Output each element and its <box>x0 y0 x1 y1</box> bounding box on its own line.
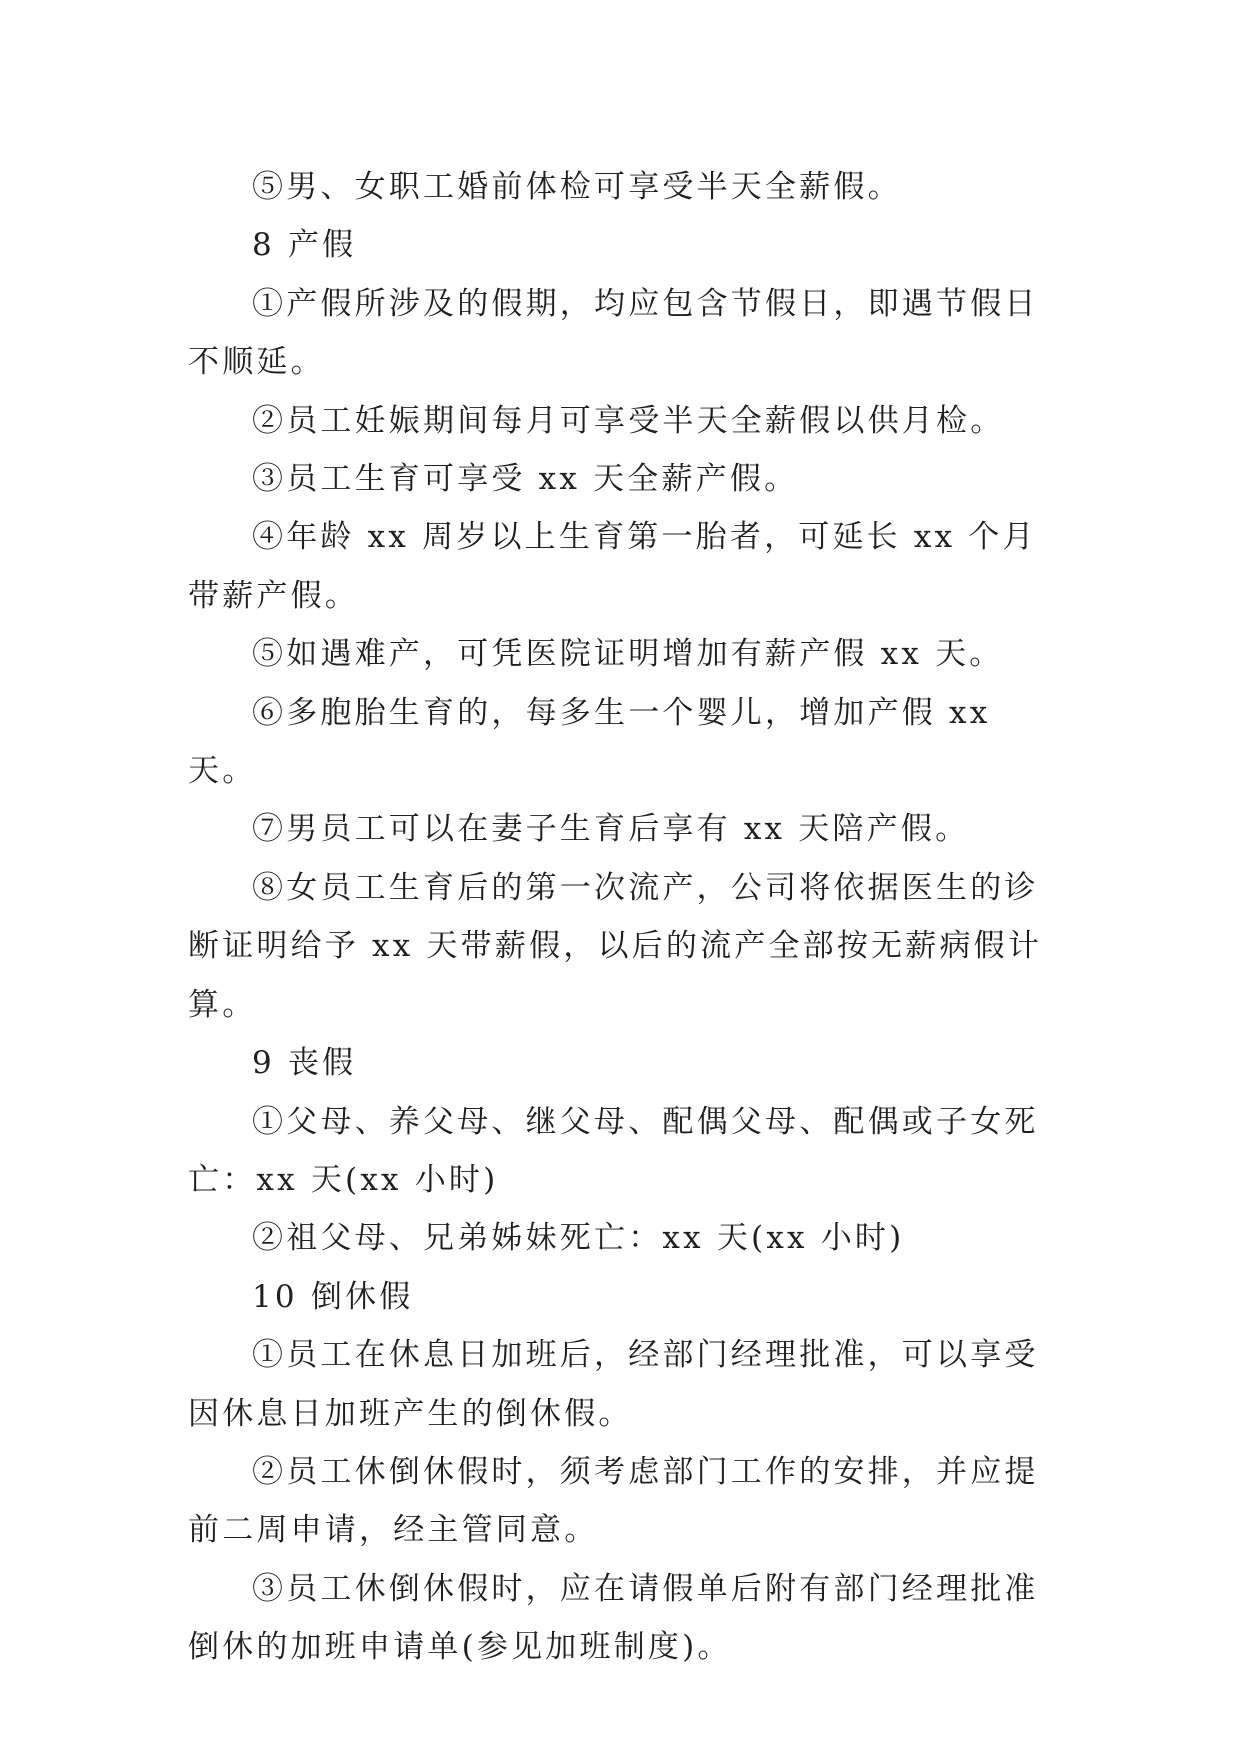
paragraph-bereavement-2: ②祖父母、兄弟姊妹死亡：xx 天(xx 小时) <box>252 1220 905 1257</box>
paragraph-maternity-1: ①产假所涉及的假期，均应包含节假日，即遇节假日不顺延。 <box>188 285 1039 381</box>
heading-bereavement-leave: 9 丧假 <box>252 1045 357 1082</box>
paragraph-bereavement-1: ①父母、养父母、继父母、配偶父母、配偶或子女死亡：xx 天(xx 小时) <box>188 1103 1039 1198</box>
paragraph-maternity-8: ⑧女员工生育后的第一次流产，公司将依据医生的诊断证明给予 xx 天带薪假，以后的流产全部按无薪病假计算。 <box>188 869 1043 1023</box>
paragraph-maternity-4: ④年龄 xx 周岁以上生育第一胎者，可延长 xx 个月带薪产假。 <box>188 519 1037 614</box>
paragraph-maternity-5: ⑤如遇难产，可凭医院证明增加有薪产假 xx 天。 <box>252 636 1004 673</box>
paragraph-maternity-3: ③员工生育可享受 xx 天全薪产假。 <box>252 461 799 498</box>
paragraph-compensatory-2: ②员工休倒休假时，须考虑部门工作的安排，并应提前二周申请，经主管同意。 <box>188 1453 1039 1549</box>
paragraph-premarital-checkup: ⑤男、女职工婚前体检可享受半天全薪假。 <box>252 169 902 205</box>
paragraph-compensatory-3: ③员工休倒休假时，应在请假单后附有部门经理批准倒休的加班申请单(参见加班制度)。 <box>188 1570 1039 1666</box>
heading-maternity-leave: 8 产假 <box>252 227 357 264</box>
paragraph-maternity-2: ②员工妊娠期间每月可享受半天全薪假以供月检。 <box>252 402 1005 439</box>
paragraph-compensatory-1: ①员工在休息日加班后，经部门经理批准，可以享受因休息日加班产生的倒休假。 <box>188 1337 1039 1432</box>
paragraph-maternity-6: ⑥多胞胎生育的，每多生一个婴儿，增加产假 xx 天。 <box>188 694 991 790</box>
document-body <box>188 158 1054 1677</box>
heading-compensatory-leave: 10 倒休假 <box>252 1278 414 1315</box>
paragraph-maternity-7: ⑦男员工可以在妻子生育后享有 xx 天陪产假。 <box>252 811 970 848</box>
